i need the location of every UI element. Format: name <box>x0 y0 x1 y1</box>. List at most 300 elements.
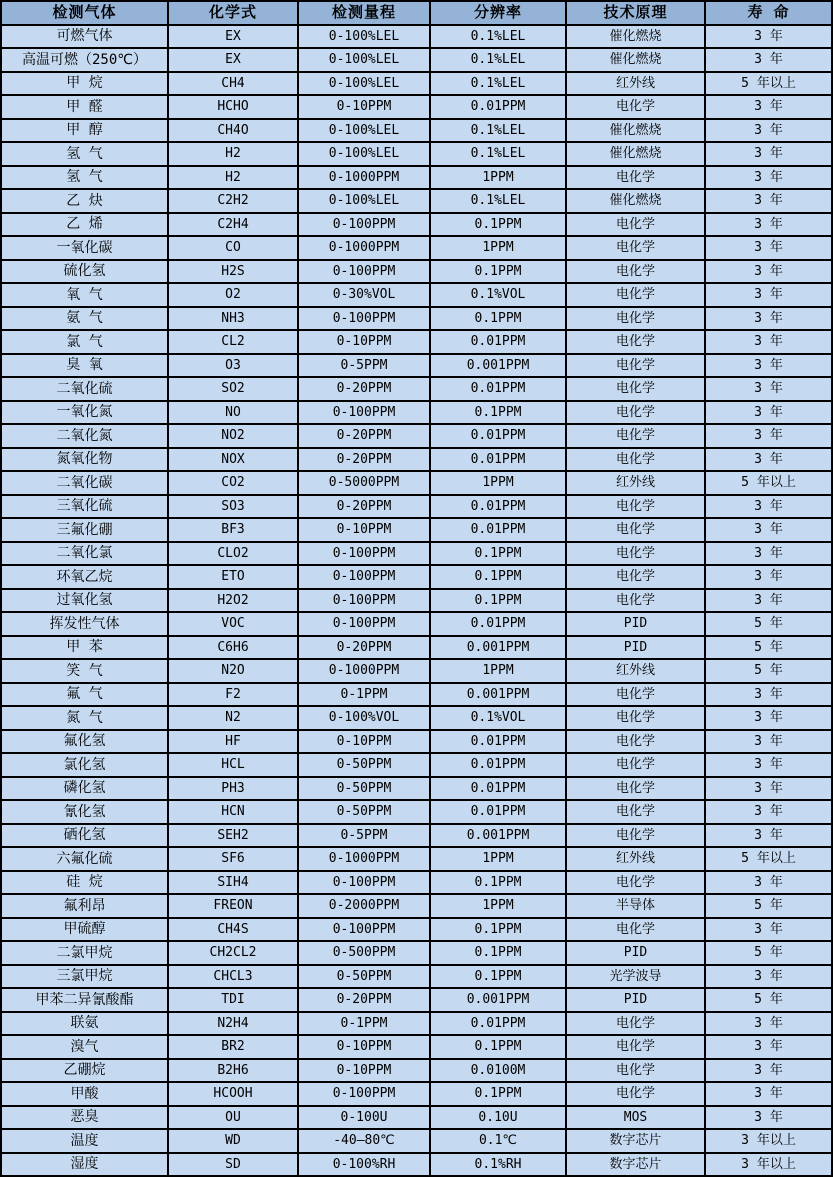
cell: 电化学 <box>566 1035 705 1059</box>
column-header-4: 分辨率 <box>430 1 566 25</box>
cell: 0.01PPM <box>430 518 566 542</box>
cell: 3 年 <box>705 424 832 448</box>
cell: 0.0100M <box>430 1059 566 1083</box>
cell: 甲 苯 <box>1 636 168 660</box>
cell: 催化燃烧 <box>566 142 705 166</box>
cell: 甲硫醇 <box>1 918 168 942</box>
cell: 0-50PPM <box>298 800 430 824</box>
cell: 0.1℃ <box>430 1129 566 1153</box>
cell: 0.1%LEL <box>430 48 566 72</box>
cell: 3 年 <box>705 260 832 284</box>
cell: 3 年 <box>705 189 832 213</box>
cell: 0-10PPM <box>298 1035 430 1059</box>
cell: 氯化氢 <box>1 753 168 777</box>
cell: 0.001PPM <box>430 683 566 707</box>
cell: 0-5000PPM <box>298 471 430 495</box>
table-row <box>1 636 832 660</box>
cell: 电化学 <box>566 307 705 331</box>
cell: CL2 <box>168 330 298 354</box>
table-row <box>1 330 832 354</box>
cell: 3 年 <box>705 401 832 425</box>
cell: 0-100PPM <box>298 871 430 895</box>
cell: 溴气 <box>1 1035 168 1059</box>
cell: 0.1PPM <box>430 307 566 331</box>
cell: EX <box>168 25 298 49</box>
cell: 3 年 <box>705 377 832 401</box>
cell: 0-10PPM <box>298 1059 430 1083</box>
cell: 5 年 <box>705 894 832 918</box>
column-header-3: 检测量程 <box>298 1 430 25</box>
cell: 电化学 <box>566 448 705 472</box>
cell: 0.001PPM <box>430 988 566 1012</box>
table-row <box>1 965 832 989</box>
cell: 氨 气 <box>1 307 168 331</box>
cell: 3 年 <box>705 1082 832 1106</box>
cell: 1PPM <box>430 166 566 190</box>
cell: 电化学 <box>566 706 705 730</box>
cell: 5 年 <box>705 988 832 1012</box>
cell: 电化学 <box>566 918 705 942</box>
cell: 0-5PPM <box>298 824 430 848</box>
cell: 温度 <box>1 1129 168 1153</box>
cell: 0-100PPM <box>298 589 430 613</box>
cell: 0.01PPM <box>430 753 566 777</box>
cell: 0-100%LEL <box>298 119 430 143</box>
cell: H2O2 <box>168 589 298 613</box>
cell: 0-100U <box>298 1106 430 1130</box>
cell: EX <box>168 48 298 72</box>
cell: O2 <box>168 283 298 307</box>
cell: 0.1PPM <box>430 918 566 942</box>
cell: 0-20PPM <box>298 988 430 1012</box>
cell: 0.01PPM <box>430 777 566 801</box>
cell: SIH4 <box>168 871 298 895</box>
table-row <box>1 260 832 284</box>
table-body <box>1 25 832 1177</box>
cell: 电化学 <box>566 542 705 566</box>
column-header-2: 化学式 <box>168 1 298 25</box>
cell: 3 年 <box>705 589 832 613</box>
cell: 乙硼烷 <box>1 1059 168 1083</box>
cell: 0.1PPM <box>430 213 566 237</box>
table-row <box>1 495 832 519</box>
cell: 电化学 <box>566 518 705 542</box>
cell: 3 年 <box>705 495 832 519</box>
cell: 可燃气体 <box>1 25 168 49</box>
cell: 红外线 <box>566 471 705 495</box>
cell: 0-1000PPM <box>298 847 430 871</box>
cell: 1PPM <box>430 471 566 495</box>
table-row <box>1 753 832 777</box>
cell: 三氟化硼 <box>1 518 168 542</box>
cell: 0-100PPM <box>298 213 430 237</box>
cell: 3 年 <box>705 25 832 49</box>
cell: ETO <box>168 565 298 589</box>
cell: HCN <box>168 800 298 824</box>
cell: SEH2 <box>168 824 298 848</box>
cell: 3 年 <box>705 166 832 190</box>
cell: 3 年以上 <box>705 1129 832 1153</box>
cell: 5 年以上 <box>705 847 832 871</box>
cell: 氢 气 <box>1 142 168 166</box>
cell: 0-10PPM <box>298 730 430 754</box>
cell: 0.1%LEL <box>430 72 566 96</box>
cell: H2 <box>168 166 298 190</box>
cell: 二氧化硫 <box>1 377 168 401</box>
cell: 数字芯片 <box>566 1153 705 1177</box>
table-row <box>1 659 832 683</box>
cell: NH3 <box>168 307 298 331</box>
cell: 0-1000PPM <box>298 166 430 190</box>
cell: 0-20PPM <box>298 448 430 472</box>
cell: 0-1000PPM <box>298 659 430 683</box>
cell: HCL <box>168 753 298 777</box>
table-row <box>1 401 832 425</box>
cell: 催化燃烧 <box>566 119 705 143</box>
table-row <box>1 706 832 730</box>
cell: TDI <box>168 988 298 1012</box>
cell: 臭 氧 <box>1 354 168 378</box>
cell: 0-100%LEL <box>298 72 430 96</box>
cell: 0-1PPM <box>298 683 430 707</box>
cell: SF6 <box>168 847 298 871</box>
cell: 笑 气 <box>1 659 168 683</box>
table-row <box>1 471 832 495</box>
cell: 5 年 <box>705 659 832 683</box>
cell: 红外线 <box>566 72 705 96</box>
cell: 5 年 <box>705 941 832 965</box>
table-row <box>1 800 832 824</box>
cell: N2H4 <box>168 1012 298 1036</box>
table-row <box>1 48 832 72</box>
cell: 3 年 <box>705 213 832 237</box>
cell: 3 年 <box>705 683 832 707</box>
cell: CLO2 <box>168 542 298 566</box>
cell: 3 年 <box>705 448 832 472</box>
table-row <box>1 542 832 566</box>
cell: 0-100PPM <box>298 918 430 942</box>
cell: 0.01PPM <box>430 612 566 636</box>
cell: 0-50PPM <box>298 965 430 989</box>
cell: 3 年 <box>705 800 832 824</box>
cell: 红外线 <box>566 847 705 871</box>
cell: 电化学 <box>566 565 705 589</box>
cell: 0.1PPM <box>430 542 566 566</box>
cell: VOC <box>168 612 298 636</box>
cell: 0-10PPM <box>298 330 430 354</box>
cell: HCOOH <box>168 1082 298 1106</box>
table-row <box>1 847 832 871</box>
cell: 3 年 <box>705 777 832 801</box>
cell: 3 年 <box>705 307 832 331</box>
cell: 0.1%RH <box>430 1153 566 1177</box>
cell: 氟利昂 <box>1 894 168 918</box>
table-row <box>1 1106 832 1130</box>
cell: 0.01PPM <box>430 800 566 824</box>
cell: 电化学 <box>566 166 705 190</box>
cell: 0.1PPM <box>430 871 566 895</box>
cell: 3 年 <box>705 119 832 143</box>
cell: C6H6 <box>168 636 298 660</box>
cell: SO2 <box>168 377 298 401</box>
cell: 硅 烷 <box>1 871 168 895</box>
cell: 0-100PPM <box>298 307 430 331</box>
header-row <box>1 1 832 25</box>
cell: 0-50PPM <box>298 753 430 777</box>
cell: 0-1000PPM <box>298 236 430 260</box>
cell: 氟化氢 <box>1 730 168 754</box>
table-row <box>1 894 832 918</box>
cell: 0-50PPM <box>298 777 430 801</box>
cell: 0.1%LEL <box>430 119 566 143</box>
cell: 3 年 <box>705 918 832 942</box>
cell: 3 年 <box>705 330 832 354</box>
cell: 0.01PPM <box>430 95 566 119</box>
cell: NO <box>168 401 298 425</box>
cell: 红外线 <box>566 659 705 683</box>
cell: PID <box>566 941 705 965</box>
cell: 一氧化碳 <box>1 236 168 260</box>
cell: 3 年 <box>705 565 832 589</box>
cell: 0.1PPM <box>430 941 566 965</box>
table-row <box>1 307 832 331</box>
cell: 0-30%VOL <box>298 283 430 307</box>
cell: 一氧化氮 <box>1 401 168 425</box>
cell: 3 年 <box>705 1012 832 1036</box>
cell: 5 年 <box>705 636 832 660</box>
cell: 0-100PPM <box>298 401 430 425</box>
cell: 0.01PPM <box>430 330 566 354</box>
table-row <box>1 354 832 378</box>
table-row <box>1 730 832 754</box>
cell: 联氨 <box>1 1012 168 1036</box>
cell: 0.1%LEL <box>430 189 566 213</box>
cell: 3 年 <box>705 542 832 566</box>
table-row <box>1 824 832 848</box>
cell: 0.1PPM <box>430 589 566 613</box>
cell: 0-100%LEL <box>298 25 430 49</box>
cell: 0.01PPM <box>430 495 566 519</box>
cell: 3 年 <box>705 965 832 989</box>
cell: 电化学 <box>566 753 705 777</box>
table-row <box>1 119 832 143</box>
table-row <box>1 424 832 448</box>
cell: CH2CL2 <box>168 941 298 965</box>
cell: 半导体 <box>566 894 705 918</box>
cell: 光学波导 <box>566 965 705 989</box>
cell: C2H4 <box>168 213 298 237</box>
cell: 0.1PPM <box>430 965 566 989</box>
cell: 0.01PPM <box>430 377 566 401</box>
cell: BF3 <box>168 518 298 542</box>
cell: 0-100%LEL <box>298 189 430 213</box>
cell: 磷化氢 <box>1 777 168 801</box>
cell: HF <box>168 730 298 754</box>
cell: 电化学 <box>566 824 705 848</box>
cell: 0.1%LEL <box>430 25 566 49</box>
cell: 0.01PPM <box>430 1012 566 1036</box>
cell: 3 年 <box>705 1059 832 1083</box>
cell: 0.1PPM <box>430 1035 566 1059</box>
table-row <box>1 1059 832 1083</box>
cell: WD <box>168 1129 298 1153</box>
table-row <box>1 589 832 613</box>
cell: 二氧化碳 <box>1 471 168 495</box>
table-row <box>1 918 832 942</box>
cell: 恶臭 <box>1 1106 168 1130</box>
cell: 环氧乙烷 <box>1 565 168 589</box>
column-header-6: 寿 命 <box>705 1 832 25</box>
cell: 3 年 <box>705 824 832 848</box>
cell: PID <box>566 988 705 1012</box>
cell: 硫化氢 <box>1 260 168 284</box>
cell: 湿度 <box>1 1153 168 1177</box>
cell: 0-100PPM <box>298 612 430 636</box>
cell: 0-100%LEL <box>298 142 430 166</box>
table-row <box>1 95 832 119</box>
cell: 5 年以上 <box>705 471 832 495</box>
table-row <box>1 988 832 1012</box>
table-row <box>1 377 832 401</box>
cell: FREON <box>168 894 298 918</box>
cell: 0-5PPM <box>298 354 430 378</box>
table-row <box>1 213 832 237</box>
cell: 电化学 <box>566 95 705 119</box>
cell: 电化学 <box>566 730 705 754</box>
cell: 0-500PPM <box>298 941 430 965</box>
cell: 甲苯二异氰酸酯 <box>1 988 168 1012</box>
cell: 电化学 <box>566 330 705 354</box>
cell: 甲酸 <box>1 1082 168 1106</box>
cell: 氧 气 <box>1 283 168 307</box>
cell: 电化学 <box>566 354 705 378</box>
cell: 电化学 <box>566 213 705 237</box>
cell: 0.10U <box>430 1106 566 1130</box>
cell: 1PPM <box>430 659 566 683</box>
table-row <box>1 236 832 260</box>
cell: SD <box>168 1153 298 1177</box>
cell: 甲 烷 <box>1 72 168 96</box>
cell: 甲 醇 <box>1 119 168 143</box>
cell: PH3 <box>168 777 298 801</box>
cell: 0-1PPM <box>298 1012 430 1036</box>
cell: 乙 烯 <box>1 213 168 237</box>
table-row <box>1 1129 832 1153</box>
cell: 二氧化氮 <box>1 424 168 448</box>
cell: 3 年 <box>705 354 832 378</box>
cell: 0-10PPM <box>298 95 430 119</box>
cell: 3 年 <box>705 1106 832 1130</box>
cell: 3 年 <box>705 95 832 119</box>
cell: 3 年 <box>705 142 832 166</box>
cell: N2 <box>168 706 298 730</box>
cell: 3 年 <box>705 283 832 307</box>
table-row <box>1 166 832 190</box>
cell: 0.001PPM <box>430 824 566 848</box>
cell: CHCL3 <box>168 965 298 989</box>
cell: 0.1PPM <box>430 260 566 284</box>
table-row <box>1 518 832 542</box>
column-header-5: 技术原理 <box>566 1 705 25</box>
cell: 乙 炔 <box>1 189 168 213</box>
cell: 3 年 <box>705 1035 832 1059</box>
cell: 二氯甲烷 <box>1 941 168 965</box>
cell: 氰化氢 <box>1 800 168 824</box>
cell: 氮氧化物 <box>1 448 168 472</box>
cell: H2S <box>168 260 298 284</box>
cell: 3 年 <box>705 706 832 730</box>
table-row <box>1 1035 832 1059</box>
cell: 甲 醛 <box>1 95 168 119</box>
cell: 0.01PPM <box>430 448 566 472</box>
cell: PID <box>566 612 705 636</box>
table-row <box>1 871 832 895</box>
cell: 0.1PPM <box>430 565 566 589</box>
table-row <box>1 72 832 96</box>
cell: 过氧化氢 <box>1 589 168 613</box>
cell: CH4S <box>168 918 298 942</box>
cell: CO <box>168 236 298 260</box>
cell: 3 年 <box>705 730 832 754</box>
cell: C2H2 <box>168 189 298 213</box>
table-row <box>1 683 832 707</box>
cell: 0.1PPM <box>430 401 566 425</box>
table-row <box>1 565 832 589</box>
cell: 数字芯片 <box>566 1129 705 1153</box>
cell: NO2 <box>168 424 298 448</box>
cell: 电化学 <box>566 495 705 519</box>
table-row <box>1 941 832 965</box>
cell: 氯 气 <box>1 330 168 354</box>
cell: 0-100PPM <box>298 542 430 566</box>
cell: 电化学 <box>566 260 705 284</box>
cell: 六氟化硫 <box>1 847 168 871</box>
cell: 0.1%VOL <box>430 283 566 307</box>
cell: 0.1PPM <box>430 1082 566 1106</box>
cell: BR2 <box>168 1035 298 1059</box>
cell: HCHO <box>168 95 298 119</box>
cell: B2H6 <box>168 1059 298 1083</box>
cell: 电化学 <box>566 800 705 824</box>
cell: 0-100%VOL <box>298 706 430 730</box>
cell: 电化学 <box>566 401 705 425</box>
cell: 0-20PPM <box>298 377 430 401</box>
cell: 0-10PPM <box>298 518 430 542</box>
cell: 0-100%LEL <box>298 48 430 72</box>
cell: 三氧化硫 <box>1 495 168 519</box>
cell: 电化学 <box>566 424 705 448</box>
table-row <box>1 1012 832 1036</box>
table-row <box>1 283 832 307</box>
cell: 电化学 <box>566 1059 705 1083</box>
cell: SO3 <box>168 495 298 519</box>
cell: 氟 气 <box>1 683 168 707</box>
table-row <box>1 612 832 636</box>
cell: 二氧化氯 <box>1 542 168 566</box>
cell: 0-100%RH <box>298 1153 430 1177</box>
cell: 电化学 <box>566 589 705 613</box>
cell: O3 <box>168 354 298 378</box>
cell: 3 年 <box>705 236 832 260</box>
cell: OU <box>168 1106 298 1130</box>
cell: 0-20PPM <box>298 495 430 519</box>
table-row <box>1 448 832 472</box>
cell: 挥发性气体 <box>1 612 168 636</box>
cell: 硒化氢 <box>1 824 168 848</box>
cell: 电化学 <box>566 1012 705 1036</box>
cell: 氢 气 <box>1 166 168 190</box>
table-row <box>1 142 832 166</box>
